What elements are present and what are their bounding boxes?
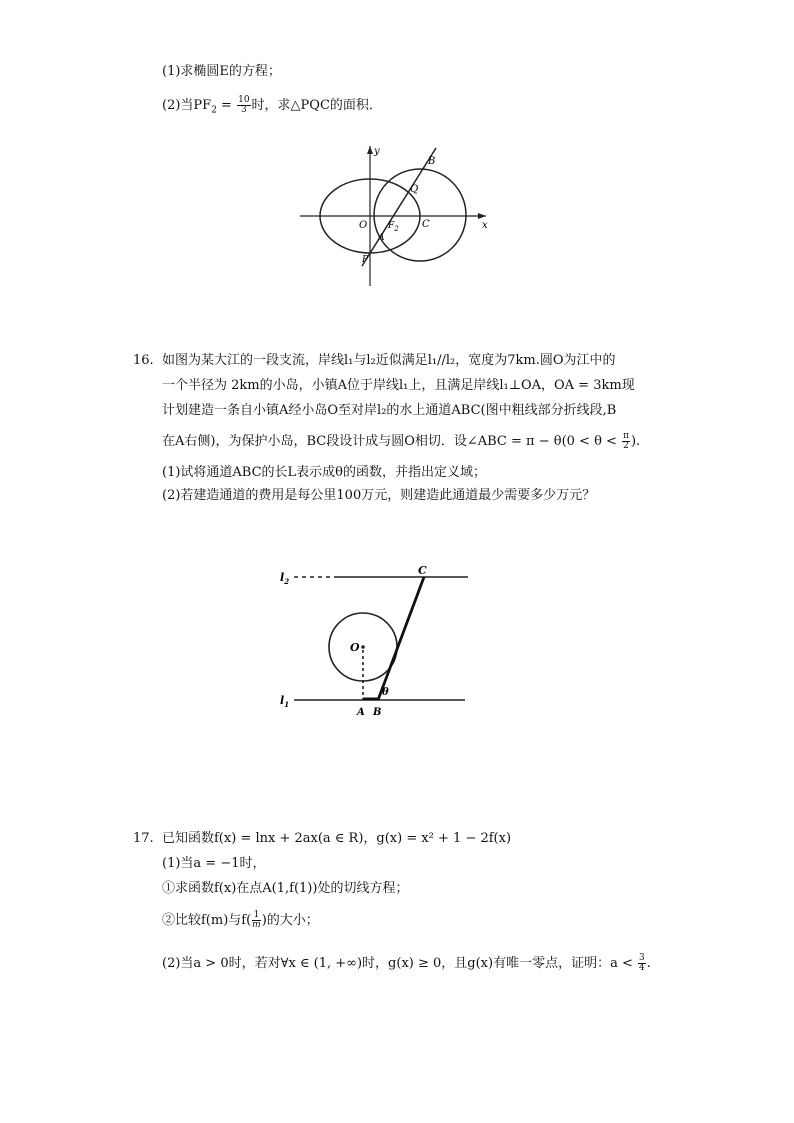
label-l2-sub: 2 xyxy=(284,577,290,586)
label-B: B xyxy=(428,156,436,167)
label-F2-sub: 2 xyxy=(394,225,399,233)
y-label: y xyxy=(374,146,380,157)
label-C: C xyxy=(422,219,430,230)
q15-part2 xyxy=(162,96,382,120)
label-theta: θ xyxy=(382,687,389,698)
q17-part1: (1)当a = −1时， xyxy=(162,856,266,871)
q17-number: 17. xyxy=(133,831,154,846)
q16-line-4-num: π xyxy=(623,431,629,441)
x-label: x xyxy=(482,220,488,231)
q16-part2: (2)若建造通道的费用是每公里100万元，则建造此通道最少需要多少万元？ xyxy=(162,488,596,503)
label-O: O xyxy=(350,641,360,654)
label-Q: Q xyxy=(410,184,419,195)
label-A: A xyxy=(378,233,385,243)
q16-number: 16. xyxy=(133,353,154,368)
q16-line-1: 如图为某大江的一段支流，岸线l₁与l₂近似满足l₁//l₂，宽度为7km.圆O为江中的 xyxy=(162,353,616,368)
q17-part2-num: 3 xyxy=(639,953,645,963)
q16-figure xyxy=(278,560,478,720)
q17-part2-den: 4 xyxy=(639,963,645,973)
q15-part2-den: 3 xyxy=(240,105,247,115)
label-F2-main: F xyxy=(388,221,395,231)
label-A: A xyxy=(357,707,365,718)
line-PB xyxy=(362,148,436,266)
label-F2 xyxy=(387,221,399,233)
q15-part2-eq: = xyxy=(216,98,237,113)
q15-part2-num: 10 xyxy=(238,95,250,105)
q17-sub2-num: 1 xyxy=(253,910,260,920)
segment-BC xyxy=(378,577,424,700)
label-l2-main: l xyxy=(280,571,285,584)
q17-part2 xyxy=(162,954,651,973)
q15-part2-pre: (2)当PF xyxy=(162,98,212,113)
q17-stem: 已知函数f(x) = lnx + 2ax(a ∈ R)，g(x) = x² + 1 − 2f(x) xyxy=(162,831,512,846)
q17-part2-pre: (2)当a > 0时，若对∀x ∈ (1, +∞)时，g(x) ≥ 0，且g(x)有唯一零点，证明：a < xyxy=(162,956,637,971)
label-O: O xyxy=(359,220,368,231)
q17-sub2-post: )的大小； xyxy=(261,913,319,928)
q16-part1: (1)试将通道ABC的长L表示成θ的函数，并指出定义域； xyxy=(162,465,487,480)
label-l1 xyxy=(280,694,289,709)
label-P: P xyxy=(362,255,369,265)
q15-figure xyxy=(290,140,500,290)
label-C: C xyxy=(418,564,427,577)
q17-sub2 xyxy=(162,911,319,930)
q15-part2-fraction xyxy=(237,96,250,115)
q16-line-2: 一个半径为 2km的小岛，小镇A位于岸线l₁上，且满足岸线l₁⊥OA，OA = 3km现 xyxy=(162,378,635,393)
q15-part1: (1)求椭圆E的方程； xyxy=(162,64,281,79)
q16-line-4-post: ). xyxy=(630,434,641,449)
center-O xyxy=(361,645,365,649)
q16-line-4 xyxy=(162,432,640,451)
q16-line-4-den: 2 xyxy=(623,441,629,451)
q17-sub2-pre: ②比较f(m)与f( xyxy=(162,913,252,928)
label-l2 xyxy=(280,571,289,586)
q15-part2-post: 时，求△PQC的面积． xyxy=(251,98,382,113)
y-arrow-icon xyxy=(367,146,373,154)
label-B: B xyxy=(373,707,382,718)
q17-sub1: ①求函数f(x)在点A(1,f(1))处的切线方程； xyxy=(162,881,409,896)
label-l1-main: l xyxy=(280,694,285,707)
x-arrow-icon xyxy=(478,213,486,219)
q16-line-4-fraction xyxy=(622,432,630,451)
q17-part2-post: . xyxy=(646,956,651,971)
q15-part2-sub: 2 xyxy=(211,105,217,116)
q16-line-3: 计划建造一条自小镇A经小岛O至对岸l₂的水上通道ABC(图中粗线部分折线段,B xyxy=(162,403,617,418)
label-l1-sub: 1 xyxy=(284,700,290,709)
q17-sub2-fraction xyxy=(252,911,261,930)
q16-line-4-pre: 在A右侧)，为保护小岛，BC段设计成与圆O相切．设∠ABC = π − θ(0 < θ < xyxy=(162,434,622,449)
q17-sub2-den: m xyxy=(252,920,261,930)
q17-part2-fraction xyxy=(638,954,646,973)
